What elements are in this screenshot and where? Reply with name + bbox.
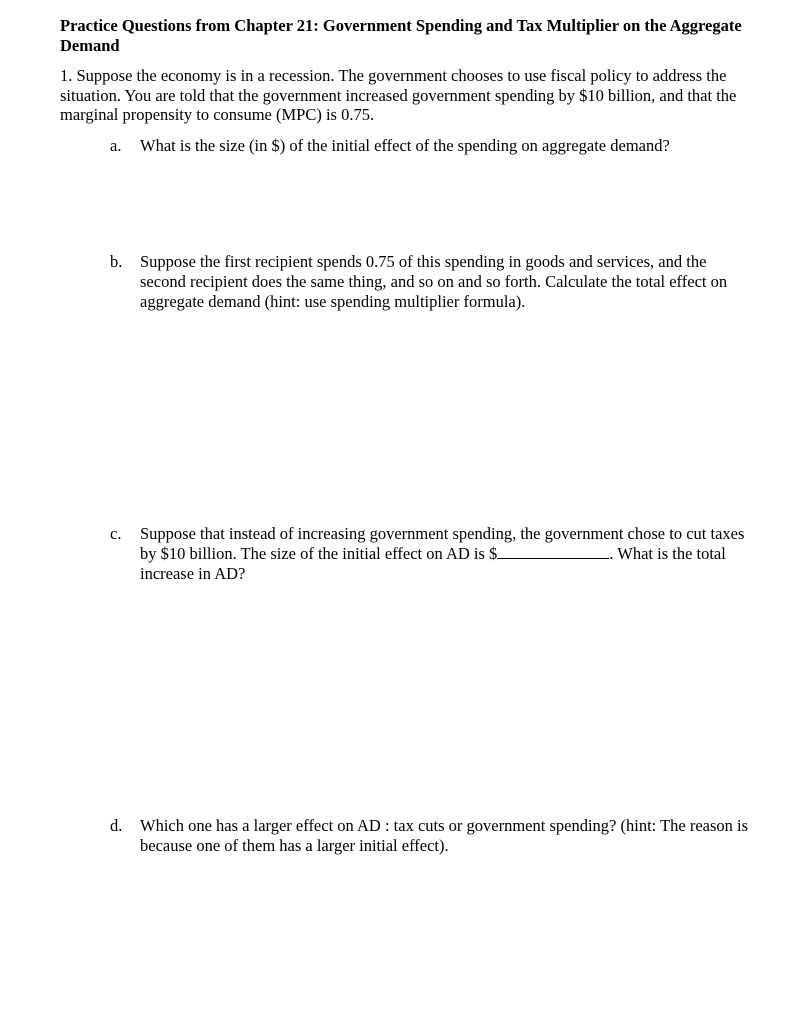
- part-c-text: [140, 524, 750, 584]
- part-a-text: What is the size (in $) of the initial effect of the spending on aggregate demand?: [140, 136, 670, 155]
- question-part-c: [110, 524, 750, 584]
- part-b-text: Suppose the first recipient spends 0.75 of this spending in goods and services, and the second recipient does the same thing, and so on and so forth. Calculate the total effect on aggregate demand (hint: use spending multiplier formula).: [140, 252, 728, 311]
- part-c-text-after: . What is the total increase in AD?: [140, 544, 726, 583]
- answer-blank[interactable]: [497, 544, 609, 559]
- part-b-letter: b.: [110, 252, 123, 271]
- part-d-letter: d.: [110, 816, 123, 835]
- part-d-text: Which one has a larger effect on AD : tax cuts or government spending? (hint: The reason is because one of them has a larger initial effect).: [140, 816, 749, 855]
- question-part-b: [110, 252, 750, 312]
- part-c-text-before: Suppose that instead of increasing government spending, the government chose to cut taxes by $10 billion. The size of the initial effect on AD is $: [140, 524, 745, 563]
- page-title: Practice Questions from Chapter 21: Government Spending and Tax Multiplier on the Aggregate Demand: [60, 16, 742, 55]
- question-1-number: 1.: [60, 66, 73, 85]
- part-c-letter: c.: [110, 524, 122, 543]
- question-part-a: [110, 136, 750, 156]
- question-1-text: Suppose the economy is in a recession. The government chooses to use fiscal policy to address the situation. You are told that the government increased government spending by $10 billion, and that the marginal propensity to consume (MPC) is 0.75.: [60, 66, 737, 124]
- question-part-d: [110, 816, 750, 856]
- part-a-letter: a.: [110, 136, 122, 155]
- question-1: [60, 66, 750, 125]
